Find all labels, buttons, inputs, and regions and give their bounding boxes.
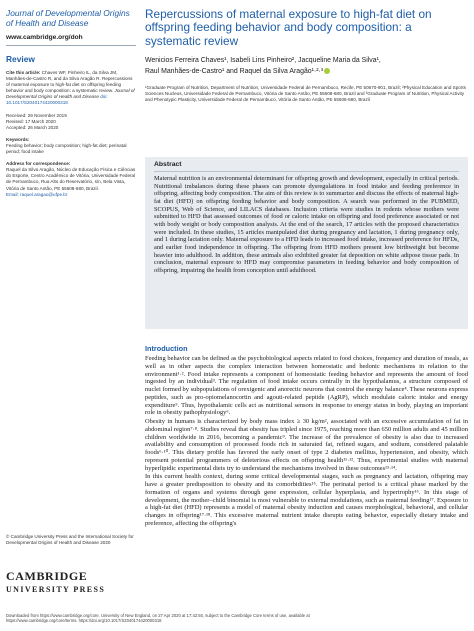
- dates-block: [6, 113, 136, 131]
- cite-journal: Journal of Developmental Origins of Health and Disease: [6, 88, 135, 100]
- download-footer: [6, 613, 468, 624]
- article-header: [145, 8, 468, 103]
- logo-line-1: CAMBRIDGE: [6, 569, 88, 583]
- author-line-2: Raul Manhães-de-Castro¹ and Raquel da Silva Aragão¹·²·³: [145, 68, 324, 76]
- keywords-block: [6, 137, 136, 155]
- journal-name: Journal of Developmental Origins of Health and Disease: [6, 8, 130, 28]
- date-accepted: Accepted: 26 March 2020: [6, 124, 59, 130]
- divider: [6, 45, 136, 46]
- correspondence-email[interactable]: Email: raquel.aragao@ufpe.br: [6, 191, 68, 197]
- cite-text: Chaves WF, Pinheiro IL, da Silva JM, Manhães-de-Castro R, and da Silva Aragão R. Repercussions of maternal exposure to high-fat diet on offspring feeding behavior and body composition: a systematic review.: [6, 70, 133, 94]
- logo-line-2: UNIVERSITY PRESS: [6, 585, 106, 594]
- footer-line-2[interactable]: https://www.cambridge.org/core/terms. https://doi.org/10.1017/S2040174420000318: [6, 618, 162, 624]
- affiliation-text: ¹Graduate Program of Nutrition, Department of Nutrition, Universidade Federal de Pernambuco, Recife, PE 50670-901, Brazil; ²Physical Education and Sports Sciences Nucleus, Universidade Federal de Pernambuco, Vitória de Santo Antão, PE 55608-680, Brazil and ³Graduate Program of Nutrition, Physical Activity and Phenotypic Plasticity, Universidade Federal de Pernambuco, Vitória de Santo Antão, PE 55608-680, Brazil: [145, 84, 466, 102]
- article-title: Repercussions of maternal exposure to high-fat diet on offspring feeding behavior and body composition: a systematic review: [145, 7, 432, 48]
- abstract-heading: Abstract: [154, 161, 459, 172]
- author-line-1: Wenicios Ferreira Chaves¹, Isabeli Lins Pinheiro², Jacqueline Maria da Silva¹,: [145, 57, 381, 65]
- intro-paragraph: Feeding behavior can be defined as the psychobiological aspects related to food choices, frequency and duration of meals, as well as in other aspects the complex interaction between homeostatic and hedonic mechanisms in relation to the environment¹·². Food intake represents a component of homeostatic feeding behavior and represents the amount of food ingested by an individual³. The regulation of food intake occurs centrally in the hypothalamus, a structure composed of nuclei formed by subpopulations of orexigenic and anorectic neurons that control the energy balance⁴. These neurons express peptides, such as pro-opiomelanocortin and agouti-related peptide (AgRP), which modulate caloric intake and energy expenditure⁵. Thus, hypothalamic cells act as nutritional sensors in response to energy status in body, playing an important role in obesity pathophysiology⁶.: [145, 355, 468, 417]
- keywords-text: Feeding behavior; body composition; high-fat diet; perinatal period; food intake: [6, 142, 127, 155]
- date-revised: Revised: 17 March 2020: [6, 118, 56, 124]
- abstract-text: Maternal nutrition is an environmental determinant for offspring growth and development, especially in critical periods. Nutritional imbalances during these phases can promote dysregulations in food intake and feeding preference in offspring, affecting body composition. The aim of this review is to summarize and discuss the effects of maternal high-fat diet (HFD) on offspring feeding behavior and body composition. A search was performed in the PUBMED, SCOPUS, Web of Science, and LILACS databases. Inclusion criteria were studies in rodents whose mothers were submitted to HFD that assessed outcomes of food or caloric intake on offspring and food preference associated or not with body weight or body composition analysis. At the end of the search, 17 articles with the proposed characteristics were included. In these studies, 15 articles manipulated diet during pregnancy and lactation, 1 during pregnancy only, and 1 during lactation only. Maternal exposure to a HFD leads to increased food intake, increased preference for HFDs, and earlier food independence in offspring. The offspring from HFD mothers present low birthweight but become heavier into adulthood. In addition, these animals also exhibited greater fat deposition on white adipose tissue pads. In conclusion, maternal exposure to HFD may compromise parameters in feeding behavior and body composition of offspring, impairing the health from conception until adulthood.: [154, 175, 459, 274]
- author-line-2-wrap: [145, 67, 468, 78]
- correspondence-text: Raquel da Silva Aragão, Núcleo de Educação Física e Ciências do Esporte, Centro Acadêmico de Vitória, Universidade Federal de Pernambuco, Rua Alto do Reservatório, s/n, Bela Vista, Vitória de Santo Antão, PE 55608-680, Brazil.: [6, 167, 136, 191]
- correspondence-label: Address for correspondence:: [6, 161, 71, 167]
- keywords-label: Keywords:: [6, 136, 30, 142]
- cite-doi[interactable]: doi: 10.1017/S2040174420000318: [6, 94, 108, 106]
- cite-label: Cite this article:: [6, 70, 41, 75]
- author-list: [145, 56, 468, 78]
- article-type-label: Review: [6, 54, 35, 64]
- date-received: Received: 29 November 2019: [6, 112, 67, 118]
- orcid-icon[interactable]: [324, 68, 330, 74]
- abstract-box: [145, 157, 468, 329]
- correspondence-block: [6, 161, 136, 198]
- introduction-body: [145, 355, 468, 528]
- intro-paragraph: In this current health context, during some critical developmental stages, such as pregnancy and lactation, offspring may have a greater predisposition to obesity and its comorbidities¹⁵. The perinatal period is a critical phase marked by the formation of organs and systems through gene expression, cellular hyperplasia, and hypertrophy¹⁶. In this stage of development, the mother–child binomial is most vulnerable to external modulations, such as maternal feeding¹⁷. Exposure to a high-fat diet (HFD) represents a model of maternal obesity induction and causes morphological, behavioral, and cellular changes in offspring¹⁷·¹⁸. This excessive maternal nutrient intake disrupts eating behavior, especially dietary intake and preference, affecting the offspring's: [145, 473, 468, 527]
- copyright-notice: © Cambridge University Press and the International Society for Developmental Origins of Health and Disease 2020: [6, 534, 134, 546]
- introduction-heading: Introduction: [145, 344, 188, 353]
- publisher-logo: [6, 569, 136, 594]
- affiliations: [145, 85, 468, 103]
- left-sidebar: [6, 8, 136, 198]
- journal-url-link[interactable]: www.cambridge.org/doh: [6, 34, 83, 41]
- footer-line-1: Downloaded from https://www.cambridge.org/core. University of New England, on 27 Apr 2020 at 17:42:50, subject to the Cambridge Core terms of use, available at: [6, 613, 310, 618]
- citation-block: [6, 70, 136, 107]
- intro-paragraph: Obesity in humans is characterized by body mass index ≥ 30 kg/m², associated with an excessive accumulation of fat in abdominal region⁷·⁸. Studies reveal that obesity has tripled since 1975, reaching more than 650 million adults and 45 million children worldwide in 2016, becoming a pandemic⁹. The increase of the prevalence of obesity is also due to increased availability and consumption of processed foods rich in saturated fat, refined sugars, and sodium, considered palatable foods⁶·¹⁰. This dietary profile has favored the early onset of type 2 diabetes mellitus, hypertension, and obesity, which represent potential programmers of deleterious effects on offspring health¹¹·¹². Thus, experimental studies with maternal hyperlipidic experimental diets try to understand the mechanisms involved in these outcomes¹³·¹⁴.: [145, 418, 468, 472]
